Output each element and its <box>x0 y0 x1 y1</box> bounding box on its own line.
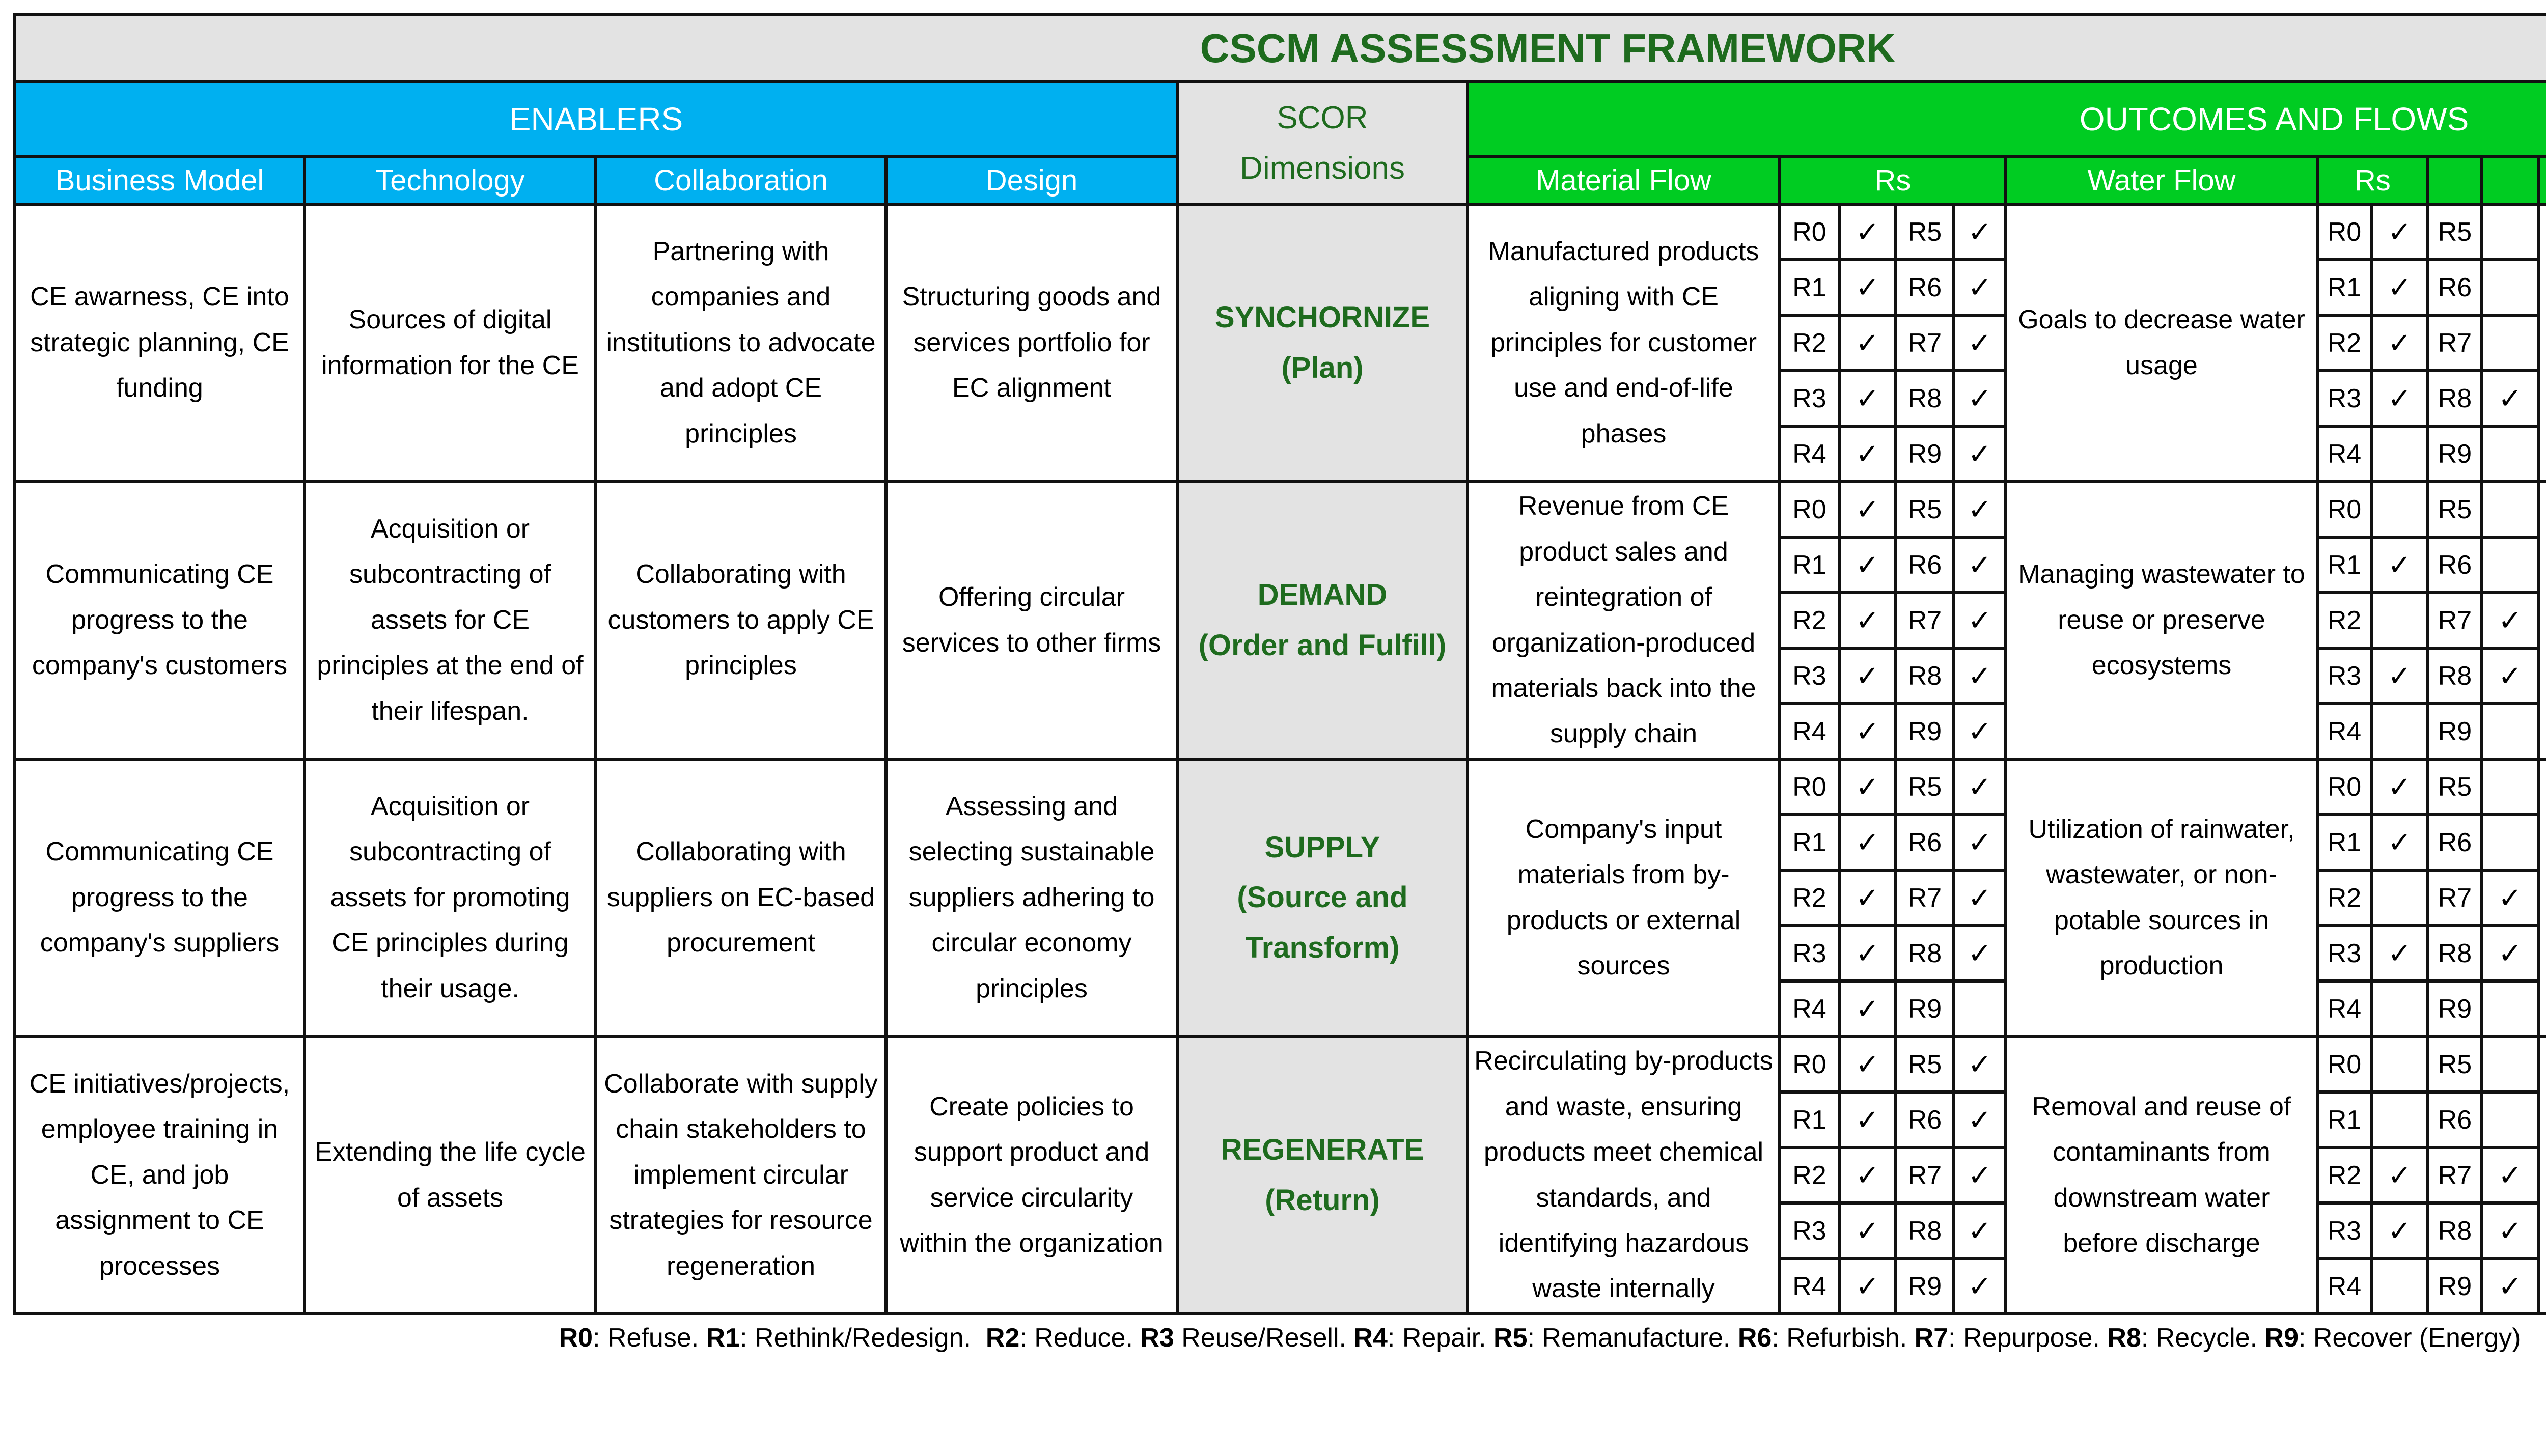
scor-dimension-line: (Plan) <box>1281 351 1364 384</box>
material-check-mark: ✓ <box>1954 371 2006 426</box>
material-r-code: R9 <box>1896 1258 1954 1314</box>
water-r-code: R1 <box>2317 260 2371 315</box>
water-r-code: R0 <box>2317 1037 2371 1092</box>
material-rs-header: Rs <box>1780 156 2006 204</box>
water-r-code: R0 <box>2317 759 2371 815</box>
material-r-code: R7 <box>1896 593 1954 648</box>
material-check-mark: ✓ <box>1839 315 1896 371</box>
material-r-code: R1 <box>1780 1092 1839 1147</box>
material-r-code: R9 <box>1896 704 1954 759</box>
material-check-mark: ✓ <box>1839 704 1896 759</box>
technology-cell: Extending the life cycle of assets <box>305 1037 596 1314</box>
material-r-code: R3 <box>1780 1203 1839 1258</box>
water-flow-cell: Goals to decrease water usage <box>2006 204 2317 482</box>
water-r-code: R2 <box>2317 593 2371 648</box>
water-r-code: R1 <box>2317 537 2371 593</box>
scor-dimension-line: SYNCHORNIZE <box>1214 300 1430 334</box>
material-r-code: R8 <box>1896 926 1954 981</box>
legend-text: : Refurbish. <box>1772 1323 1915 1353</box>
material-r-code: R4 <box>1780 981 1839 1037</box>
material-check-mark: ✓ <box>1839 1092 1896 1147</box>
page-title: CSCM ASSESSMENT FRAMEWORK <box>15 15 2546 82</box>
material-check-mark: ✓ <box>1839 981 1896 1037</box>
water-r-code: R9 <box>2428 426 2482 482</box>
material-check-mark: ✓ <box>1954 593 2006 648</box>
water-check-mark: ✓ <box>2482 1147 2538 1203</box>
legend-text: : Recycle. <box>2141 1323 2265 1353</box>
material-check-mark: ✓ <box>1954 704 2006 759</box>
water-r-code: R3 <box>2317 648 2371 704</box>
material-r-code: R5 <box>1896 1037 1954 1092</box>
material-check-mark: ✓ <box>1839 1037 1896 1092</box>
material-flow-cell: Revenue from CE product sales and reintegration of organization-produced materials back into the supply chain <box>1468 482 1780 759</box>
technology-header: Technology <box>305 156 596 204</box>
legend-text: Reuse/Resell. <box>1174 1323 1354 1353</box>
water-check-mark: ✓ <box>2482 1203 2538 1258</box>
water-check-mark: ✓ <box>2371 371 2428 426</box>
business-model-header: Business Model <box>15 156 305 204</box>
water-r-code: R2 <box>2317 1147 2371 1203</box>
legend-code: R9 <box>2264 1323 2299 1353</box>
water-r-code: R1 <box>2317 1092 2371 1147</box>
water-r-code: R8 <box>2428 371 2482 426</box>
water-r-code: R8 <box>2428 1203 2482 1258</box>
design-cell: Create policies to support product and service circularity within the organization <box>886 1037 1177 1314</box>
material-r-code: R5 <box>1896 482 1954 537</box>
material-check-mark: ✓ <box>1954 315 2006 371</box>
material-flow-cell: Recirculating by-products and waste, ensuring products meet chemical standards, and identifying hazardous waste internally <box>1468 1037 1780 1314</box>
r-codes-legend <box>13 1315 2546 1353</box>
material-r-code: R6 <box>1896 815 1954 870</box>
legend-code: R1 <box>706 1323 740 1353</box>
water-check-mark <box>2482 759 2538 815</box>
scor-header-line1: SCOR <box>1277 100 1368 135</box>
energy-flow-cell <box>2538 759 2546 1037</box>
material-r-code: R6 <box>1896 1092 1954 1147</box>
scor-dimensions-header <box>1177 82 1468 204</box>
business-model-cell: Communicating CE progress to the company's customers <box>15 482 305 759</box>
table-row <box>15 204 2546 260</box>
collaboration-cell: Collaborating with customers to apply CE principles <box>596 482 886 759</box>
material-check-mark: ✓ <box>1839 593 1896 648</box>
water-check-mark <box>2371 981 2428 1037</box>
material-check-mark: ✓ <box>1839 815 1896 870</box>
material-check-mark: ✓ <box>1839 204 1896 260</box>
legend-code: R7 <box>1914 1323 1949 1353</box>
water-r-code: R6 <box>2428 815 2482 870</box>
water-check-mark <box>2482 815 2538 870</box>
water-check-mark: ✓ <box>2371 648 2428 704</box>
material-r-code: R6 <box>1896 537 1954 593</box>
scor-dimension-line: REGENERATE <box>1221 1133 1424 1166</box>
energy-flow-cell <box>2538 204 2546 482</box>
material-check-mark: ✓ <box>1954 1092 2006 1147</box>
water-r-code: R4 <box>2317 1258 2371 1314</box>
water-flow-cell: Managing wastewater to reuse or preserve ecosystems <box>2006 482 2317 759</box>
water-check-mark <box>2482 315 2538 371</box>
material-r-code: R5 <box>1896 204 1954 260</box>
material-flow-header: Material Flow <box>1468 156 1780 204</box>
material-r-code: R9 <box>1896 981 1954 1037</box>
material-r-code: R3 <box>1780 371 1839 426</box>
legend-code: R8 <box>2107 1323 2141 1353</box>
water-check-mark: ✓ <box>2482 593 2538 648</box>
water-rs-spacer-1 <box>2428 156 2482 204</box>
water-check-mark: ✓ <box>2371 537 2428 593</box>
material-check-mark: ✓ <box>1954 870 2006 926</box>
material-check-mark: ✓ <box>1839 537 1896 593</box>
scor-dimension-line: (Return) <box>1265 1183 1380 1217</box>
water-check-mark <box>2371 482 2428 537</box>
water-check-mark <box>2371 426 2428 482</box>
water-r-code: R1 <box>2317 815 2371 870</box>
legend-code: R2 <box>985 1323 1020 1353</box>
business-model-cell: CE initiatives/projects, employee training in CE, and job assignment to CE processes <box>15 1037 305 1314</box>
legend-code: R5 <box>1493 1323 1528 1353</box>
water-check-mark: ✓ <box>2482 1258 2538 1314</box>
water-r-code: R2 <box>2317 315 2371 371</box>
material-r-code: R6 <box>1896 260 1954 315</box>
water-flow-cell: Utilization of rainwater, wastewater, or non-potable sources in production <box>2006 759 2317 1037</box>
material-check-mark: ✓ <box>1839 870 1896 926</box>
material-r-code: R1 <box>1780 815 1839 870</box>
water-check-mark: ✓ <box>2371 1147 2428 1203</box>
material-check-mark: ✓ <box>1954 1147 2006 1203</box>
scor-dimension-line: SUPPLY <box>1264 830 1380 864</box>
scor-header-line2: Dimensions <box>1240 151 1405 186</box>
legend-code: R0 <box>559 1323 593 1353</box>
scor-dimension-cell <box>1177 759 1468 1037</box>
legend-code: R3 <box>1140 1323 1174 1353</box>
technology-cell: Sources of digital information for the CE <box>305 204 596 482</box>
material-r-code: R2 <box>1780 1147 1839 1203</box>
outcomes-header: OUTCOMES AND FLOWS <box>1468 82 2546 156</box>
scor-dimension-line: (Order and Fulfill) <box>1198 628 1447 662</box>
material-check-mark: ✓ <box>1954 537 2006 593</box>
material-flow-cell: Manufactured products aligning with CE principles for customer use and end-of-life phases <box>1468 204 1780 482</box>
scor-dimension-line: DEMAND <box>1257 578 1388 611</box>
scor-dimension-cell <box>1177 482 1468 759</box>
water-check-mark <box>2482 537 2538 593</box>
material-r-code: R7 <box>1896 1147 1954 1203</box>
material-check-mark: ✓ <box>1954 1258 2006 1314</box>
water-check-mark <box>2482 704 2538 759</box>
water-check-mark <box>2371 1037 2428 1092</box>
water-check-mark: ✓ <box>2371 1203 2428 1258</box>
material-check-mark: ✓ <box>1954 1037 2006 1092</box>
scor-dimension-line: (Source and <box>1237 881 1408 914</box>
water-check-mark <box>2371 1258 2428 1314</box>
water-rs-spacer-2 <box>2482 156 2538 204</box>
enablers-header: ENABLERS <box>15 82 1177 156</box>
design-header: Design <box>886 156 1177 204</box>
material-check-mark <box>1954 981 2006 1037</box>
material-check-mark: ✓ <box>1954 260 2006 315</box>
material-check-mark: ✓ <box>1839 260 1896 315</box>
water-check-mark <box>2482 482 2538 537</box>
water-r-code: R4 <box>2317 704 2371 759</box>
water-check-mark: ✓ <box>2371 815 2428 870</box>
material-r-code: R2 <box>1780 870 1839 926</box>
material-check-mark: ✓ <box>1839 1147 1896 1203</box>
framework-page <box>13 13 2546 1456</box>
water-check-mark <box>2371 1092 2428 1147</box>
water-r-code: R7 <box>2428 1147 2482 1203</box>
water-r-code: R3 <box>2317 1203 2371 1258</box>
material-check-mark: ✓ <box>1954 1203 2006 1258</box>
water-check-mark <box>2482 981 2538 1037</box>
material-r-code: R4 <box>1780 426 1839 482</box>
material-r-code: R0 <box>1780 759 1839 815</box>
water-r-code: R4 <box>2317 981 2371 1037</box>
design-cell: Assessing and selecting sustainable suppliers adhering to circular economy principles <box>886 759 1177 1037</box>
energy-flow-cell <box>2538 482 2546 759</box>
water-r-code: R2 <box>2317 870 2371 926</box>
legend-text: : Refuse. <box>593 1323 706 1353</box>
material-r-code: R2 <box>1780 593 1839 648</box>
material-check-mark: ✓ <box>1839 426 1896 482</box>
material-r-code: R1 <box>1780 260 1839 315</box>
water-check-mark <box>2482 1092 2538 1147</box>
water-r-code: R9 <box>2428 981 2482 1037</box>
water-r-code: R5 <box>2428 759 2482 815</box>
technology-cell: Acquisition or subcontracting of assets for promoting CE principles during their usage. <box>305 759 596 1037</box>
water-check-mark <box>2482 426 2538 482</box>
water-r-code: R9 <box>2428 704 2482 759</box>
water-r-code: R4 <box>2317 426 2371 482</box>
legend-text: : Rethink/Redesign. <box>740 1323 986 1353</box>
scor-dimension-cell <box>1177 1037 1468 1314</box>
legend-text: : Repurpose. <box>1948 1323 2108 1353</box>
material-r-code: R8 <box>1896 1203 1954 1258</box>
water-check-mark: ✓ <box>2482 870 2538 926</box>
water-check-mark <box>2371 870 2428 926</box>
material-check-mark: ✓ <box>1954 815 2006 870</box>
water-r-code: R7 <box>2428 593 2482 648</box>
scor-dimension-line: Transform) <box>1245 931 1400 964</box>
material-r-code: R4 <box>1780 1258 1839 1314</box>
water-r-code: R7 <box>2428 315 2482 371</box>
water-check-mark: ✓ <box>2482 371 2538 426</box>
water-check-mark: ✓ <box>2371 315 2428 371</box>
business-model-cell: CE awarness, CE into strategic planning, CE funding <box>15 204 305 482</box>
material-r-code: R0 <box>1780 482 1839 537</box>
collaboration-cell: Collaborate with supply chain stakeholders to implement circular strategies for resource regeneration <box>596 1037 886 1314</box>
material-check-mark: ✓ <box>1954 204 2006 260</box>
material-r-code: R0 <box>1780 204 1839 260</box>
energy-flow-header <box>2538 156 2546 204</box>
material-check-mark: ✓ <box>1839 371 1896 426</box>
water-r-code: R5 <box>2428 1037 2482 1092</box>
collaboration-header: Collaboration <box>596 156 886 204</box>
material-r-code: R7 <box>1896 870 1954 926</box>
legend-text: : Remanufacture. <box>1527 1323 1738 1353</box>
material-r-code: R4 <box>1780 704 1839 759</box>
material-check-mark: ✓ <box>1954 759 2006 815</box>
collaboration-cell: Partnering with companies and institutions to advocate and adopt CE principles <box>596 204 886 482</box>
water-check-mark: ✓ <box>2371 260 2428 315</box>
table-row <box>15 759 2546 815</box>
water-r-code: R8 <box>2428 926 2482 981</box>
material-check-mark: ✓ <box>1839 926 1896 981</box>
water-r-code: R3 <box>2317 926 2371 981</box>
material-r-code: R2 <box>1780 315 1839 371</box>
material-check-mark: ✓ <box>1839 482 1896 537</box>
water-check-mark <box>2482 204 2538 260</box>
material-r-code: R3 <box>1780 926 1839 981</box>
water-rs-header: Rs <box>2317 156 2428 204</box>
design-cell: Offering circular services to other firms <box>886 482 1177 759</box>
material-check-mark: ✓ <box>1839 648 1896 704</box>
material-r-code: R8 <box>1896 371 1954 426</box>
water-check-mark: ✓ <box>2371 204 2428 260</box>
water-r-code: R9 <box>2428 1258 2482 1314</box>
water-check-mark: ✓ <box>2371 926 2428 981</box>
table-row <box>15 482 2546 537</box>
water-r-code: R0 <box>2317 204 2371 260</box>
material-r-code: R0 <box>1780 1037 1839 1092</box>
water-r-code: R5 <box>2428 482 2482 537</box>
legend-code: R4 <box>1353 1323 1388 1353</box>
legend-code: R6 <box>1737 1323 1772 1353</box>
water-r-code: R3 <box>2317 371 2371 426</box>
water-check-mark <box>2482 260 2538 315</box>
material-r-code: R8 <box>1896 648 1954 704</box>
water-flow-cell: Removal and reuse of contaminants from downstream water before discharge <box>2006 1037 2317 1314</box>
material-check-mark: ✓ <box>1839 759 1896 815</box>
collaboration-cell: Collaborating with suppliers on EC-based procurement <box>596 759 886 1037</box>
water-check-mark: ✓ <box>2482 648 2538 704</box>
water-r-code: R8 <box>2428 648 2482 704</box>
material-r-code: R1 <box>1780 537 1839 593</box>
water-r-code: R0 <box>2317 482 2371 537</box>
water-check-mark <box>2371 593 2428 648</box>
legend-text: : Repair. <box>1387 1323 1494 1353</box>
energy-flow-cell <box>2538 1037 2546 1314</box>
water-check-mark <box>2482 1037 2538 1092</box>
business-model-cell: Communicating CE progress to the company's suppliers <box>15 759 305 1037</box>
water-r-code: R7 <box>2428 870 2482 926</box>
design-cell: Structuring goods and services portfolio for EC alignment <box>886 204 1177 482</box>
water-r-code: R6 <box>2428 537 2482 593</box>
material-check-mark: ✓ <box>1954 648 2006 704</box>
material-check-mark: ✓ <box>1954 426 2006 482</box>
water-check-mark: ✓ <box>2371 759 2428 815</box>
water-check-mark: ✓ <box>2482 926 2538 981</box>
water-r-code: R6 <box>2428 260 2482 315</box>
water-r-code: R5 <box>2428 204 2482 260</box>
water-check-mark <box>2371 704 2428 759</box>
material-check-mark: ✓ <box>1839 1203 1896 1258</box>
scor-dimension-cell <box>1177 204 1468 482</box>
material-flow-cell: Company's input materials from by-products or external sources <box>1468 759 1780 1037</box>
material-r-code: R5 <box>1896 759 1954 815</box>
material-r-code: R9 <box>1896 426 1954 482</box>
material-check-mark: ✓ <box>1954 482 2006 537</box>
material-r-code: R7 <box>1896 315 1954 371</box>
legend-text: : Recover (Energy) <box>2299 1323 2521 1353</box>
material-check-mark: ✓ <box>1954 926 2006 981</box>
water-r-code: R6 <box>2428 1092 2482 1147</box>
material-check-mark: ✓ <box>1839 1258 1896 1314</box>
table-row <box>15 1037 2546 1092</box>
framework-table <box>13 13 2546 1315</box>
legend-text: : Reduce. <box>1019 1323 1141 1353</box>
technology-cell: Acquisition or subcontracting of assets for CE principles at the end of their lifespan. <box>305 482 596 759</box>
material-r-code: R3 <box>1780 648 1839 704</box>
water-flow-header: Water Flow <box>2006 156 2317 204</box>
